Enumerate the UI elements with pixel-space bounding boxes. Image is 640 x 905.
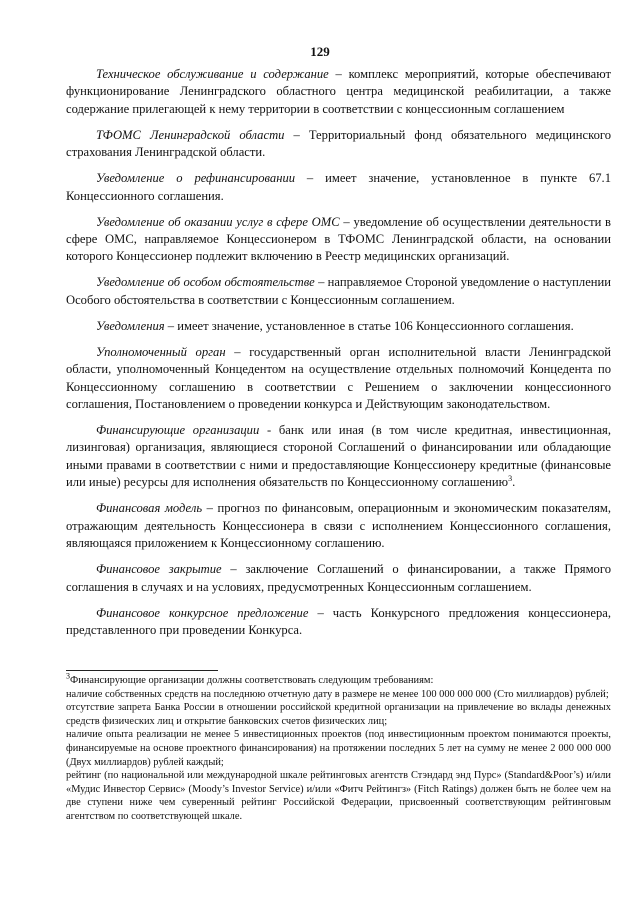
definition-paragraph [66,214,611,266]
term-separator: - [259,423,279,438]
footnote-text: Финансирующие организации должны соответствовать следующим требованиям: [70,675,434,686]
definition-paragraph [66,500,611,552]
definition-text: заключение Соглашений о финансировании, а также Прямого соглашения в случаях и на условиях, предусмотренных Концессионным соглашением. [66,562,611,594]
definition-text: банк или иная (в том числе кредитная, инвестиционная, лизинговая) организация, являющиеся стороной Соглашений о финансировании или обладающие иными правами в соответствии с ними и предоставляющие Концессионеру кредитные (финансовые или иные) ресурсы для исполнения обязательств по Концессионному соглашению [66,423,612,490]
page-number: 129 [310,44,330,59]
defined-term: Финансовая модель [96,501,203,516]
definition-text: направляемое Стороной уведомление о наступлении Особого обстоятельства в соответствии с Концессионным соглашением. [66,275,612,307]
document-body [66,66,611,648]
footnote-block [66,671,611,824]
definition-text: имеет значение, установленное в пункте 67.1 Концессионного соглашения. [66,171,611,203]
defined-term: Уполномоченный орган [96,344,226,359]
defined-term: Уведомление об особом обстоятельстве [96,275,315,290]
term-separator: – [284,127,309,142]
term-separator: – [314,275,328,290]
footnote-line: рейтинг (по национальной или международной шкале рейтинговых агентств Стэндард энд Пурс» (Standard&Poor’s) и/или «Мудис Инвестор Сервис» (Moody’s Investor Service) и/или «Фитч Рейтингз» (Fitch Ratings) должен быть не более чем на две ступени ниже чем суверенный рейтинг Российской Федерации, присвоенный соответствующим рейтинговым агентством по соответствующей шкале. [66,770,611,822]
term-separator: – [164,318,178,333]
definition-tail: . [512,475,516,490]
defined-term: Уведомление о рефинансировании [96,171,296,186]
footnote-line: наличие опыта реализации не менее 5 инвестиционных проектов (под инвестиционным проектом понимаются проекты, финансируемые на основе проектного финансирования) на протяжении последних 5 лет на сумму не менее 2 000 000 000 (Двух миллиардов) рублей каждый; [66,729,611,768]
footnote-line: отсутствие запрета Банка России в отношении российской кредитной организации на привлечение во вклады денежных средств физических лиц и открытие банковских счетов физических лиц; [66,702,611,727]
definition-paragraph [66,170,611,205]
term-separator: – [328,67,349,81]
definition-paragraph [66,344,611,414]
term-separator: – [225,344,250,359]
footnote-line [66,671,611,688]
footnote-reference[interactable]: 3 [508,474,513,484]
definition-text: Территориальный фонд обязательного медицинского страхования Ленинградской области. [66,127,612,160]
term-separator: – [308,605,333,620]
definition-paragraph [66,318,611,335]
definition-text: уведомление об осуществлении деятельности в сфере ОМС, направляемое Концессионером в ТФОМС Ленинградской области, на основании которого Концессионер подлежит включению в Реестр медицинских организаций. [66,214,611,264]
definition-paragraph [66,605,611,640]
definition-text: государственный орган исполнительной власти Ленинградской области, уполномоченный Концедентом на осуществление отдельных полномочий Концедента по Концессионному соглашению в соответствии с Решением о заключении концессионного соглашения, Постановлением о проведении конкурса и Действующим законодательством. [66,344,611,412]
definition-text: часть Конкурсного предложения концессионера, представленного при проведении Конкурса. [66,605,612,637]
term-separator: – [295,171,326,186]
definition-paragraph [66,422,611,492]
defined-term: Уведомление об оказании услуг в сфере ОМС [96,214,340,229]
defined-term: Техническое обслуживание и содержание [96,67,329,81]
definition-text: прогноз по финансовым, операционным и экономическим показателям, отражающим деятельность Концессионера в связи с исполнением Концессионного соглашения, являющаяся приложением к Концессионному соглашению. [66,501,611,551]
definition-text: комплекс мероприятий, которые обеспечивают функционирование Ленинградского областного центра медицинской реабилитации, а также содержание прилегающей к нему территории в соответствии с концессионным соглашением [66,67,612,116]
definition-paragraph [66,274,611,309]
defined-term: Финансовое конкурсное предложение [96,605,309,620]
defined-term: ТФОМС Ленинградской области [96,127,285,142]
footnote-line: наличие собственных средств на последнюю отчетную дату в размере не менее 100 000 000 000 (Сто миллиардов) рублей; [66,688,609,700]
term-separator: – [339,214,354,229]
term-separator: – [202,501,218,516]
footnote-marker: 3 [66,671,70,681]
definition-paragraph [66,66,611,118]
definition-paragraph [66,561,611,596]
term-separator: – [221,562,246,577]
defined-term: Финансовое закрытие [96,562,222,577]
definition-paragraph [66,127,611,162]
definition-text: имеет значение, установленное в статье 106 Концессионного соглашения. [177,318,574,333]
defined-term: Финансирующие организации [96,423,260,438]
footnote-separator [66,670,218,671]
defined-term: Уведомления [96,318,165,333]
